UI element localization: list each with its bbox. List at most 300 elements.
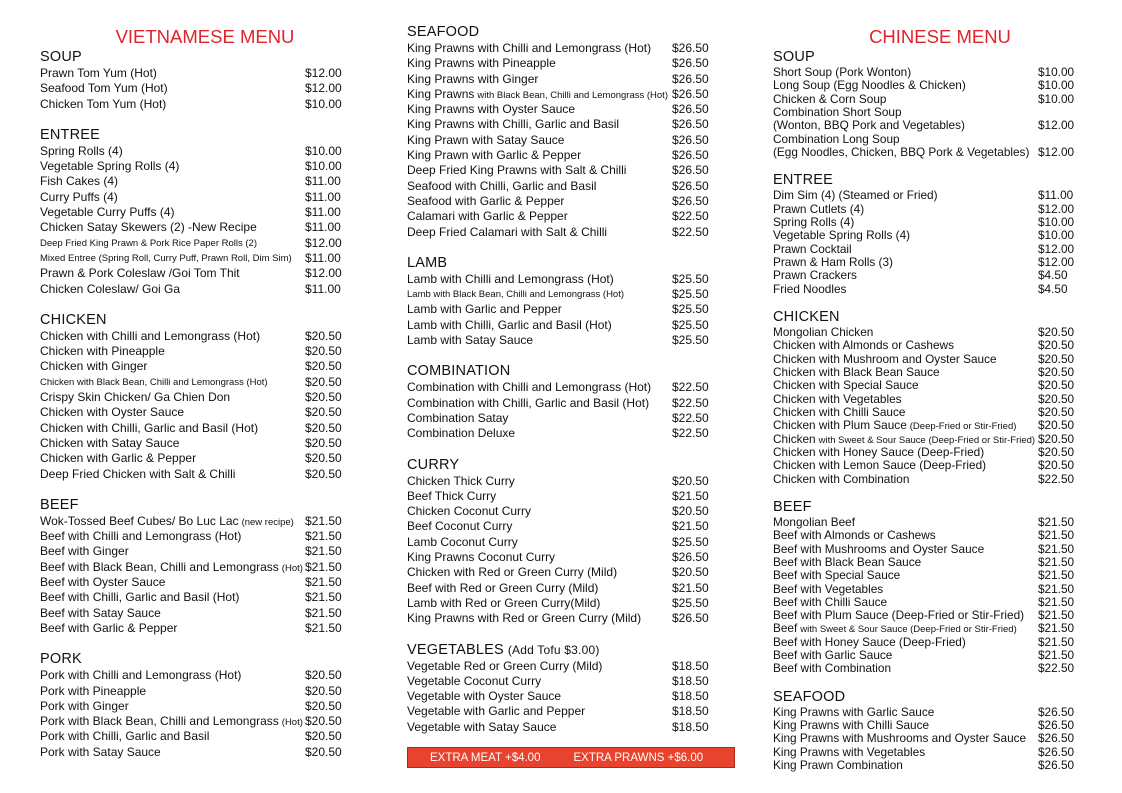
menu-item [40, 236, 360, 251]
menu-item-name-text: Chicken with Oyster Sauce [40, 405, 185, 420]
menu-item-price: $26.50 [672, 193, 709, 208]
extras-banner [407, 747, 735, 768]
menu-item-name [773, 636, 1038, 649]
menu-item [407, 659, 737, 674]
menu-item-name-text: Chicken & Corn Soup [773, 91, 887, 106]
menu-item-name-text: Combination with Chilli and Lemongrass (Hot) [407, 380, 652, 395]
menu-item-name-text: Chicken with Black Bean, Chilli and Lemongrass (Hot) [40, 376, 268, 388]
menu-item-price: $21.50 [1038, 528, 1075, 543]
menu-item [773, 419, 1093, 432]
menu-item [773, 379, 1093, 392]
menu-item-name [40, 329, 305, 344]
menu-item-name-text: Curry Puffs (4) [40, 189, 118, 204]
menu-item-price: $26.50 [672, 163, 709, 178]
menu-item-name [773, 719, 1038, 732]
menu-item-price: $21.50 [1038, 554, 1075, 569]
menu-item [407, 179, 737, 194]
section-spacer [773, 676, 1093, 689]
menu-item-price: $20.50 [305, 698, 342, 713]
menu-item [407, 133, 737, 148]
menu-item-name-text: King Prawns with Ginger [407, 71, 539, 86]
menu-item [407, 380, 737, 395]
menu-item [40, 436, 360, 451]
menu-item-price: $21.50 [305, 575, 342, 590]
menu-item-name [773, 732, 1038, 745]
menu-item [773, 556, 1093, 569]
menu-item [40, 282, 360, 297]
menu-item-name-text: King Prawns [407, 86, 475, 101]
menu-item [40, 190, 360, 205]
menu-item-price: $10.00 [1038, 91, 1075, 106]
menu-item-name-text: Mongolian Chicken [773, 324, 874, 339]
menu-item [407, 272, 737, 287]
menu-item-name [407, 596, 672, 611]
menu-item [407, 474, 737, 489]
menu-item-name-text: Combination Short Soup [773, 104, 902, 119]
menu-item-price: $22.50 [1038, 471, 1075, 486]
section-title-text: LAMB [407, 254, 448, 271]
menu-item-price: $20.50 [305, 744, 342, 759]
menu-item-name [407, 148, 672, 163]
menu-item-name [407, 581, 672, 596]
menu-item [407, 396, 737, 411]
menu-item-note: (Deep-Fried or Stir-Fried) [909, 421, 1017, 433]
menu-item-price: $22.50 [672, 395, 709, 410]
menu-item-name-text: King Prawns with Red or Green Curry (Mild) [407, 611, 642, 626]
menu-item-price: $26.50 [672, 550, 709, 565]
section-title [407, 255, 737, 272]
menu-item-name [773, 269, 1038, 282]
menu-item [407, 41, 737, 56]
menu-item-note: with Sweet & Sour Sauce (Deep-Fried or Stir-Fried) [818, 434, 1036, 446]
menu-item [40, 590, 360, 605]
menu-item-price: $22.50 [672, 209, 709, 224]
menu-item-price: $22.50 [672, 410, 709, 425]
menu-item [40, 514, 360, 529]
menu-item-name-text: King Prawn with Garlic & Pepper [407, 148, 582, 163]
menu-item-name-text: Deep Fried Chicken with Salt & Chilli [40, 466, 236, 481]
menu-item-price: $20.50 [1038, 444, 1075, 459]
menu-item-price: $18.50 [672, 658, 709, 673]
menu-item-price: $20.50 [1038, 458, 1075, 473]
menu-item-name-text: Lamb with Red or Green Curry(Mild) [407, 595, 601, 610]
menu-item [773, 79, 1093, 92]
menu-item-name [407, 519, 672, 534]
menu-item-name-text: Lamb with Garlic and Pepper [407, 302, 562, 317]
menu-item-name [407, 194, 672, 209]
menu-item-price: $18.50 [672, 689, 709, 704]
menu-item-name [773, 379, 1038, 392]
menu-item-name [40, 590, 305, 605]
menu-item [40, 699, 360, 714]
menu-item-name-text: Chicken with Chilli Sauce [773, 404, 906, 419]
section-title [773, 172, 1093, 189]
menu-item-price: $12.00 [1038, 254, 1075, 269]
menu-item [773, 609, 1093, 622]
menu-item [40, 405, 360, 420]
menu-item-name-text: Beef with Garlic Sauce [773, 648, 893, 663]
menu-item-name [773, 79, 1038, 92]
menu-item-name-text: Seafood Tom Yum (Hot) [40, 81, 168, 96]
menu-item-name-text: Vegetable with Satay Sauce [407, 719, 557, 734]
menu-item [773, 649, 1093, 662]
menu-item [773, 326, 1093, 339]
menu-item-name [773, 759, 1038, 772]
menu-item-name-text: Vegetable Curry Puffs (4) [40, 205, 175, 220]
vietnamese-sections [40, 49, 360, 760]
menu-item [773, 529, 1093, 542]
menu-item-name [773, 406, 1038, 419]
menu-item-name-text: Chicken with Red or Green Curry (Mild) [407, 565, 618, 580]
menu-item-name [40, 621, 305, 636]
menu-item-name-text: Beef with Almonds or Cashews [773, 528, 936, 543]
menu-item-name-text: King Prawns with Vegetables [773, 744, 926, 759]
section-title [773, 499, 1093, 516]
section-title-text: BEEF [40, 496, 79, 513]
menu-item [40, 451, 360, 466]
menu-item [407, 287, 737, 302]
menu-item-name [407, 333, 672, 348]
menu-item-note: with Black Bean, Chilli and Lemongrass (Hot) [477, 89, 668, 101]
menu-item [40, 329, 360, 344]
menu-item-name-text: Deep Fried King Prawn & Pork Rice Paper Rolls (2) [40, 237, 258, 249]
extra-prawns-label: EXTRA PRAWNS +$6.00 [573, 751, 704, 764]
menu-item-name-text: King Prawns with Chilli Sauce [773, 718, 930, 733]
menu-item-price: $25.50 [672, 287, 709, 302]
menu-item-name [407, 411, 672, 426]
menu-item-price: $20.50 [1038, 324, 1075, 339]
menu-item [40, 421, 360, 436]
menu-item-name-text: Lamb Coconut Curry [407, 534, 518, 549]
menu-item-name-text: Chicken Thick Curry [407, 473, 515, 488]
menu-item-name [40, 159, 305, 174]
menu-item-note: (Hot) [281, 717, 303, 729]
menu-item-price: $10.00 [305, 159, 342, 174]
menu-item-name [40, 575, 305, 590]
menu-item-name-text: Combination Deluxe [407, 426, 516, 441]
menu-item-name-text: Beef with Plum Sauce (Deep-Fried or Stir-Fried) [773, 608, 1025, 623]
menu-item-name-text: Deep Fried Calamari with Salt & Chilli [407, 224, 608, 239]
menu-item-name-text: Mixed Entree (Spring Roll, Curry Puff, Prawn Roll, Dim Sim) [40, 252, 292, 264]
menu-item-name [773, 473, 1038, 486]
menu-item-name [40, 344, 305, 359]
menu-item-name [773, 133, 1038, 146]
chinese-menu-title: CHINESE MENU [869, 26, 1011, 47]
menu-item-name-text: Pork with Satay Sauce [40, 744, 161, 759]
menu-item-name-text: Short Soup (Pork Wonton) [773, 65, 912, 79]
menu-item-price: $12.00 [1038, 144, 1075, 159]
menu-item-name-text: Beef with Special Sauce [773, 568, 901, 583]
menu-item [407, 519, 737, 534]
menu-item-name-text: Pork with Chilli, Garlic and Basil [40, 729, 210, 744]
menu-item [773, 406, 1093, 419]
menu-item-price: $20.50 [305, 451, 342, 466]
section-title-text: CURRY [407, 456, 460, 473]
menu-item-price: $10.00 [1038, 78, 1075, 93]
menu-item [773, 596, 1093, 609]
menu-item-name-text: Chicken Tom Yum (Hot) [40, 96, 167, 111]
menu-item-name [773, 433, 1038, 446]
menu-item-name [407, 689, 672, 704]
menu-item-price: $20.50 [672, 565, 709, 580]
menu-item-name [407, 535, 672, 550]
menu-item-name-text: Chicken with Satay Sauce [40, 435, 180, 450]
section-title [40, 651, 360, 668]
menu-item-name [773, 353, 1038, 366]
section-title [40, 49, 360, 66]
menu-item-name [407, 163, 672, 178]
menu-item-price: $22.50 [672, 380, 709, 395]
section-title [773, 309, 1093, 326]
menu-item-price: $20.50 [672, 473, 709, 488]
menu-item-price: $26.50 [672, 132, 709, 147]
section-title [407, 24, 737, 41]
menu-item [40, 745, 360, 760]
menu-item-name [40, 205, 305, 220]
menu-item-price: $11.00 [305, 189, 341, 204]
menu-item-price: $18.50 [672, 704, 709, 719]
menu-item-name [40, 236, 305, 251]
menu-item-name-text: Fish Cakes (4) [40, 174, 119, 189]
menu-item [407, 504, 737, 519]
menu-item-name [407, 287, 672, 302]
menu-item [773, 759, 1093, 772]
menu-item [40, 575, 360, 590]
menu-item-price: $4.50 [1038, 281, 1068, 296]
menu-item-price: $18.50 [672, 673, 709, 688]
menu-item-name-text: Beef with Chilli Sauce [773, 594, 888, 609]
menu-item [40, 729, 360, 744]
menu-item-name [407, 474, 672, 489]
menu-item-name-text: Dim Sim (4) (Steamed or Fried) [773, 188, 938, 203]
menu-item [773, 622, 1093, 635]
menu-item [407, 674, 737, 689]
menu-item [773, 189, 1093, 202]
menu-item-name-text: Beef [773, 621, 798, 636]
section-title-text: SEAFOOD [773, 688, 846, 705]
menu-item [773, 569, 1093, 582]
menu-item-name [407, 117, 672, 132]
menu-item [407, 72, 737, 87]
menu-item-price: $10.00 [305, 96, 342, 111]
menu-item-name [773, 529, 1038, 542]
section-subtitle: (Add Tofu $3.00) [507, 642, 600, 657]
menu-item-name [40, 560, 305, 575]
menu-item-name [407, 272, 672, 287]
menu-item-name [407, 380, 672, 395]
menu-item [40, 144, 360, 159]
menu-item [40, 606, 360, 621]
menu-item [407, 117, 737, 132]
menu-item-name-text: Beef with Ginger [40, 544, 129, 559]
menu-item [407, 411, 737, 426]
menu-item [40, 174, 360, 189]
menu-item-name-text: Chicken with Vegetables [773, 391, 902, 406]
menu-item [407, 550, 737, 565]
menu-item-price: $20.50 [305, 714, 342, 729]
menu-item-price: $26.50 [672, 611, 709, 626]
menu-item-name-text: Chicken with Chilli and Lemongrass (Hot) [40, 328, 261, 343]
menu-item-name-text: Beef with Chilli and Lemongrass (Hot) [40, 529, 242, 544]
menu-item [407, 87, 737, 102]
menu-item [40, 684, 360, 699]
menu-item-price: $25.50 [672, 271, 709, 286]
menu-item-price: $20.50 [305, 359, 342, 374]
menu-item-price: $10.00 [1038, 214, 1075, 229]
menu-item-name [407, 225, 672, 240]
menu-item-name [40, 190, 305, 205]
menu-item-name [40, 529, 305, 544]
section-title [773, 49, 1093, 66]
menu-item-name [40, 266, 305, 281]
menu-item-name-text: King Prawn Combination [773, 758, 903, 773]
menu-item-name-text: Combination Satay [407, 410, 509, 425]
menu-item-name [407, 550, 672, 565]
menu-item-name [407, 179, 672, 194]
menu-item-name [773, 622, 1038, 635]
menu-item [407, 209, 737, 224]
menu-item-name-text: Seafood with Chilli, Garlic and Basil [407, 178, 597, 193]
menu-item [407, 333, 737, 348]
menu-item-price: $20.50 [1038, 351, 1075, 366]
menu-item-name-text: Vegetable Red or Green Curry (Mild) [407, 658, 603, 673]
menu-item [407, 689, 737, 704]
menu-item-name-text: Prawn Crackers [773, 268, 857, 283]
menu-item [407, 302, 737, 317]
menu-item-name [407, 504, 672, 519]
menu-item [407, 102, 737, 117]
menu-item-name [773, 326, 1038, 339]
chinese-menu-column [773, 24, 1093, 772]
menu-item-price: $20.50 [1038, 364, 1075, 379]
menu-item-price: $11.00 [305, 250, 341, 265]
menu-item-name-text: Chicken with Garlic & Pepper [40, 451, 197, 466]
menu-item-price: $25.50 [672, 317, 709, 332]
menu-item-name [773, 229, 1038, 242]
menu-item-price: $20.50 [305, 668, 342, 683]
menu-item-name-text: Fried Noodles [773, 281, 847, 296]
menu-item-price: $11.00 [305, 220, 341, 235]
menu-item-name [40, 436, 305, 451]
menu-item-name [773, 189, 1038, 202]
menu-item-name [407, 396, 672, 411]
menu-item-name-text: Wok-Tossed Beef Cubes/ Bo Luc Lac [40, 513, 239, 528]
menu-item [773, 459, 1093, 472]
menu-item-name [773, 243, 1038, 256]
section-title [407, 457, 737, 474]
menu-item-price: $20.50 [305, 344, 342, 359]
section-spacer [773, 486, 1093, 499]
menu-item [407, 194, 737, 209]
section-title-text: PORK [40, 651, 82, 668]
menu-item-name [40, 251, 305, 266]
menu-item-price: $21.50 [305, 559, 342, 574]
menu-item-name-text: Vegetable Spring Rolls (4) [773, 228, 911, 243]
menu-item-name-text: King Prawns with Pineapple [407, 56, 556, 71]
section-title-text: COMBINATION [407, 363, 511, 380]
menu-item-name [773, 66, 1038, 79]
menu-item-name-text: Pork with Ginger [40, 698, 129, 713]
menu-item-name-text: Chicken [773, 431, 816, 446]
menu-item [773, 66, 1093, 79]
menu-item-price: $21.50 [672, 580, 709, 595]
section-title [407, 642, 737, 659]
menu-item-name [773, 393, 1038, 406]
menu-item-name-text: Beef with Satay Sauce [40, 605, 161, 620]
menu-item-name-text: Prawn & Ham Rolls (3) [773, 254, 893, 269]
menu-item-price: $21.50 [1038, 541, 1075, 556]
section-spacer [407, 240, 737, 255]
menu-item-price: $21.50 [1038, 621, 1075, 636]
menu-item-name [407, 87, 672, 102]
menu-item-price: $18.50 [672, 719, 709, 734]
extra-meat-label: EXTRA MEAT +$4.00 [430, 751, 541, 764]
menu-item-name-text: Prawn Cocktail [773, 241, 852, 256]
menu-item-name-text: Combination Long Soup [773, 131, 900, 146]
menu-item-name-text: Long Soup (Egg Noodles & Chicken) [773, 78, 966, 93]
menu-item-name [773, 366, 1038, 379]
menu-item-name [40, 606, 305, 621]
menu-item-name-text: Beef with Combination [773, 661, 892, 676]
menu-item-name [773, 203, 1038, 216]
menu-item-name [40, 390, 305, 405]
menu-item-note: (Hot) [281, 562, 303, 574]
menu-item [407, 163, 737, 178]
menu-item-name-text: Seafood with Garlic & Pepper [407, 193, 565, 208]
menu-item [773, 339, 1093, 352]
menu-item-name-text: Chicken with Special Sauce [773, 378, 919, 393]
menu-item-price: $20.50 [305, 435, 342, 450]
menu-item-name [773, 93, 1038, 106]
menu-item-name-text: Lamb with Satay Sauce [407, 333, 534, 348]
menu-item-price: $12.00 [305, 66, 342, 80]
menu-item [773, 636, 1093, 649]
menu-item-name-text: King Prawns with Garlic Sauce [773, 704, 935, 719]
menu-item-price: $21.50 [1038, 608, 1075, 623]
menu-item-price: $20.50 [305, 420, 342, 435]
menu-item-name [773, 216, 1038, 229]
menu-item-name-text: Combination with Chilli, Garlic and Basil (Hot) [407, 395, 650, 410]
menu-item-price: $20.50 [305, 466, 342, 481]
menu-item [407, 581, 737, 596]
menu-item [773, 283, 1093, 296]
chinese-sections [773, 49, 1093, 772]
menu-item-name-text: Vegetable with Oyster Sauce [407, 689, 562, 704]
menu-item-name [773, 339, 1038, 352]
menu-item-name-text: Vegetable Coconut Curry [407, 673, 542, 688]
menu-item-name-text: Chicken Satay Skewers (2) -New Recipe [40, 220, 257, 235]
menu-item-price: $12.00 [305, 81, 342, 96]
menu-item-price: $25.50 [672, 534, 709, 549]
menu-item [773, 93, 1093, 106]
menu-item-price: $26.50 [672, 178, 709, 193]
menu-item-name-text: (Wonton, BBQ Pork and Vegetables) [773, 118, 965, 133]
menu-item-price: $10.00 [305, 143, 342, 158]
menu-item [407, 565, 737, 580]
menu-item-name [40, 421, 305, 436]
menu-item-name-text: King Prawns with Chilli, Garlic and Basil [407, 117, 620, 132]
menu-item-name [773, 119, 1038, 132]
menu-item-name [773, 662, 1038, 675]
menu-item [773, 473, 1093, 486]
menu-item-name [40, 66, 305, 81]
menu-item-price: $11.00 [305, 174, 341, 189]
menu-item-price: $26.50 [672, 56, 709, 71]
menu-item [40, 621, 360, 636]
menu-item [773, 106, 1093, 119]
menu-item [407, 56, 737, 71]
menu-item [40, 81, 360, 96]
